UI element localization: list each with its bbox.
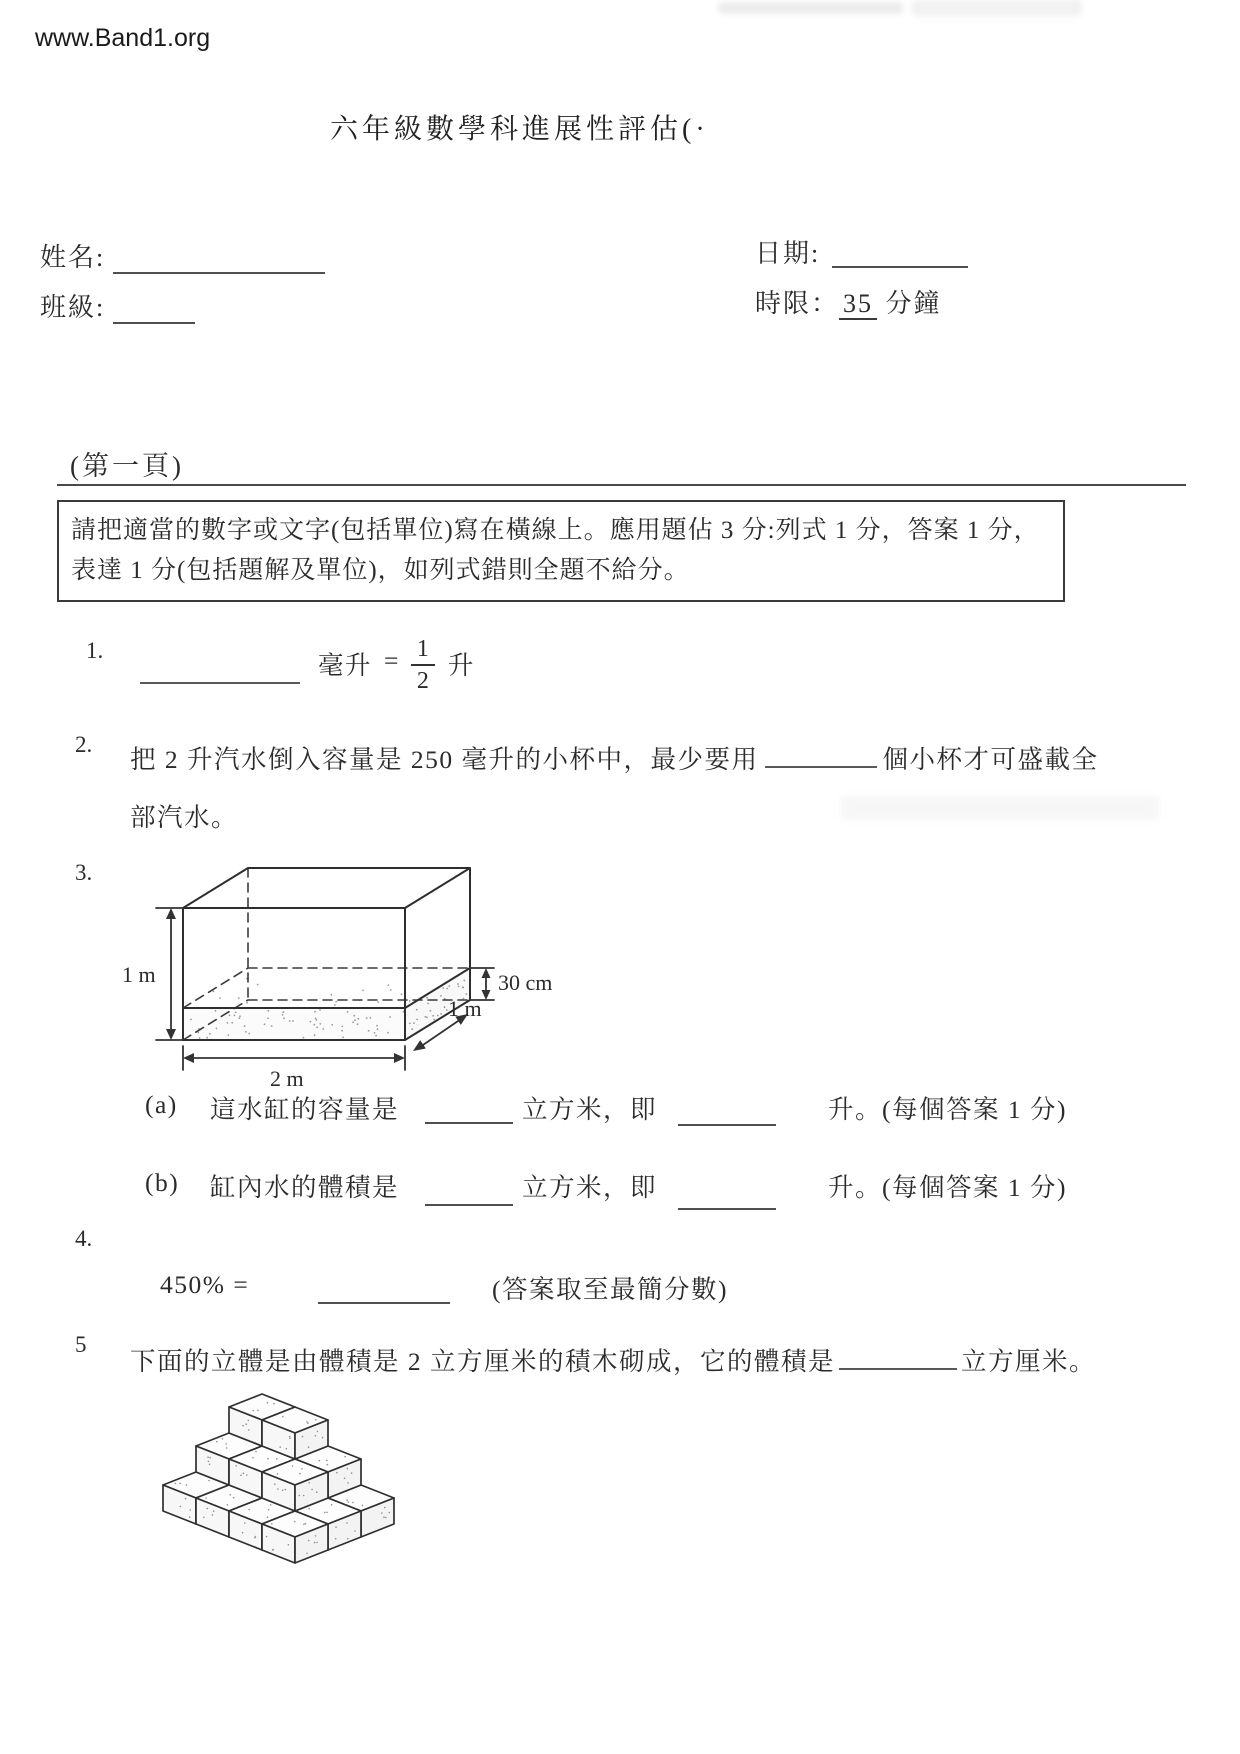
time-limit-unit: 分鐘 [885,289,942,318]
tank-water-depth-label: 30 cm [498,970,553,995]
q5-text-before-blank: 下面的立體是由體積是 2 立方厘米的積木砌成，它的體積是 [130,1347,836,1376]
q4-number: 4. [75,1226,93,1251]
q3a-text3: 升。(每個答案 1 分) [828,1095,1067,1124]
q5-text-after-blank: 立方厘米。 [961,1347,1097,1376]
q3b-text2: 立方米，即 [522,1173,658,1202]
tank-length-label: 2 m [270,1066,304,1091]
q3a-text2: 立方米，即 [522,1095,658,1124]
time-limit-label: 時限： [755,289,840,318]
fraction-denominator: 2 [416,668,429,694]
q2-text-after-blank: 個小杯才可盛載全 [882,745,1099,774]
name-label: 姓名: [40,243,106,272]
q5-number: 5 [75,1332,87,1357]
q2-text-before-blank: 把 2 升汽水倒入容量是 250 毫升的小杯中，最少要用 [130,745,759,774]
time-limit-value: 35 [839,289,877,320]
q3b-text3: 升。(每個答案 1 分) [828,1173,1067,1202]
q3a-label: (a) [145,1090,178,1119]
q3b-label: (b) [145,1168,180,1197]
tank-diagram [122,868,552,1091]
q1-equals-sign: = [384,646,400,675]
q3a-text1: 這水缸的容量是 [210,1095,400,1124]
class-label: 班級: [40,293,106,322]
q4-expression: 450% = [160,1270,250,1299]
q3-number: 3. [75,860,93,885]
tank-height-label: 1 m [122,962,156,987]
q2-text-line2: 部汽水。 [130,803,239,832]
q2-number: 2. [75,732,93,757]
tank-water-front-face [183,1008,405,1040]
page-title: 六年級數學科進展性評估(· [330,114,709,145]
cube-stack-diagram [163,1394,394,1563]
q1-unit-left: 毫升 [318,651,373,680]
q1-unit-right: 升 [447,651,475,680]
fraction-numerator: 1 [416,636,429,662]
instruction-line-1: 請把適當的數字或文字(包括單位)寫在橫線上。應用題佔 3 分:列式 1 分，答案 1 分， [71,517,1040,544]
q4-note: (答案取至最簡分數) [492,1275,728,1304]
q3b-text1: 缸內水的體積是 [210,1173,400,1202]
instruction-line-2: 表達 1 分(包括題解及單位)，如列式錯則全題不給分。 [71,557,690,584]
watermark: www.Band1.org [35,24,211,52]
tank-depth-label: 1 m [448,996,482,1021]
date-label: 日期: [755,239,821,268]
section-label: (第一頁) [70,451,184,481]
q1-number: 1. [86,638,104,663]
